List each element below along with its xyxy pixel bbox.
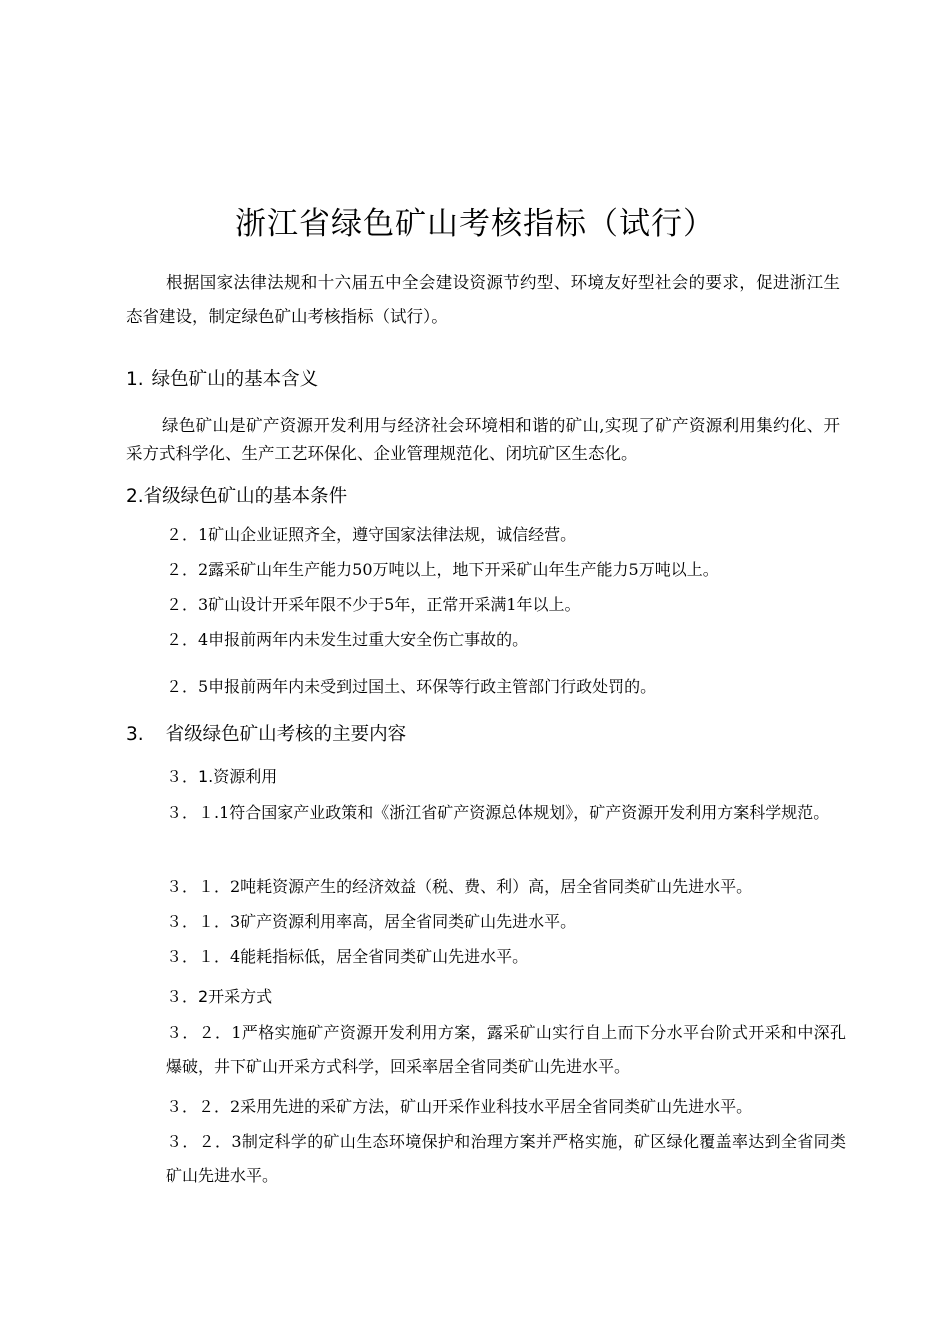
content-item: ３．２．3制定科学的矿山生态环境保护和治理方案并严格实施，矿区绿化覆盖率达到全省同类矿山先进水平。	[166, 1132, 846, 1185]
condition-item: ２．3矿山设计开采年限不少于5年，正常开采满1年以上。	[166, 595, 581, 614]
section-3-heading	[126, 720, 406, 750]
section-2-heading	[126, 482, 347, 512]
content-item: ３．２．2采用先进的采矿方法，矿山开采作业科技水平居全省同类矿山先进水平。	[166, 1097, 753, 1116]
content-item: ３．２．1严格实施矿产资源开发利用方案，露采矿山实行自上而下分水平台阶式开采和中深孔爆破，井下矿山开采方式科学，回采率居全省同类矿山先进水平。	[166, 1023, 846, 1076]
section-2-title: 省级绿色矿山的基本条件	[143, 486, 348, 507]
condition-item: ２．1矿山企业证照齐全，遵守国家法律法规，诚信经营。	[166, 525, 577, 544]
section-1-title: 绿色矿山的基本含义	[151, 369, 319, 390]
content-item: ３．１．2吨耗资源产生的经济效益（税、费、利）高，居全省同类矿山先进水平。	[166, 877, 753, 896]
content-item: ３．１．3矿产资源利用率高，居全省同类矿山先进水平。	[166, 912, 577, 931]
section-1-heading	[126, 365, 318, 395]
content-item: ３．１.1符合国家产业政策和《浙江省矿产资源总体规划》，矿产资源开发利用方案科学规范。	[166, 803, 830, 822]
condition-item: ２．5申报前两年内未受到过国土、环保等行政主管部门行政处罚的。	[166, 677, 657, 696]
document-title: 浙江省绿色矿山考核指标（试行）	[235, 206, 715, 242]
condition-item: ２．2露采矿山年生产能力50万吨以上，地下开采矿山年生产能力5万吨以上。	[166, 560, 719, 579]
section-1-paragraph: 绿色矿山是矿产资源开发利用与经济社会环境相和谐的矿山,实现了矿产资源利用集约化、开采方式科学化、生产工艺环保化、企业管理规范化、闭坑矿区生态化。	[126, 416, 840, 463]
section-3-number: 3.	[126, 724, 144, 745]
subsection-resource-heading: ３．1.资源利用	[166, 767, 278, 786]
section-2-number: 2.	[126, 486, 144, 507]
condition-item: ２．4申报前两年内未发生过重大安全伤亡事故的。	[166, 630, 529, 649]
subsection-mining-heading: ３．2开采方式	[166, 987, 273, 1006]
intro-paragraph: 根据国家法律法规和十六届五中全会建设资源节约型、环境友好型社会的要求，促进浙江生态省建设，制定绿色矿山考核指标（试行）。	[126, 273, 840, 326]
section-3-title: 省级绿色矿山考核的主要内容	[165, 724, 407, 745]
section-1-number: 1.	[126, 369, 144, 390]
content-item: ３．１．4能耗指标低，居全省同类矿山先进水平。	[166, 947, 529, 966]
